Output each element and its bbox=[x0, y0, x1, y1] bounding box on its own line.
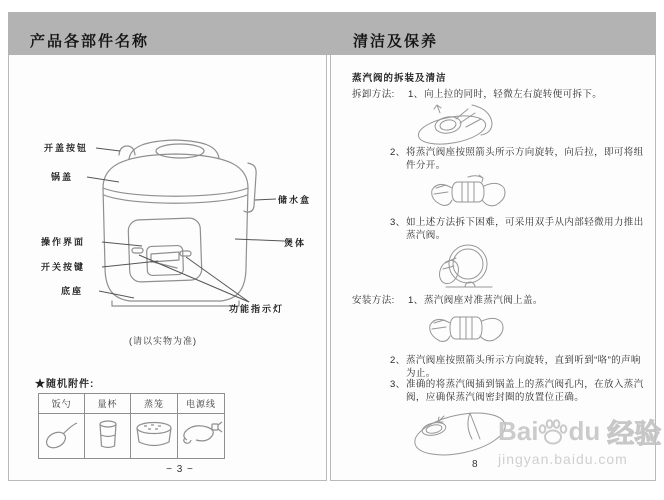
right-page-title: 清洁及保养 bbox=[353, 33, 439, 50]
part-label-power-switch: 开关按键 bbox=[41, 262, 86, 272]
disassembly-label: 拆卸方法: bbox=[352, 89, 395, 100]
power-cord-icon bbox=[179, 416, 223, 452]
disassembly-step-3 bbox=[390, 217, 650, 242]
indicator-right bbox=[180, 251, 191, 256]
accessory-header-steamer: 蒸笼 bbox=[131, 394, 178, 414]
handle-grip bbox=[156, 144, 204, 158]
watermark-logo bbox=[498, 412, 661, 451]
part-label-open-lid-button: 开盖按钮 bbox=[44, 143, 89, 153]
watermark-url: jingyan.baidu.com bbox=[498, 451, 628, 467]
watermark bbox=[498, 412, 661, 467]
part-label-cooker-body: 煲体 bbox=[284, 238, 307, 248]
accessories-title: ★随机附件: bbox=[35, 379, 95, 390]
left-page-number: − 3 − bbox=[166, 464, 194, 475]
step-number: 3、 bbox=[390, 217, 406, 228]
part-label-pot-lid: 锅盖 bbox=[51, 172, 74, 182]
rice-cooker-diagram bbox=[8, 55, 327, 325]
rotate-valve-illustration bbox=[424, 174, 512, 214]
assembly-label: 安装方法: bbox=[352, 295, 395, 306]
section-title: 蒸汽阀的拆装及清洁 bbox=[352, 73, 447, 84]
step-number: 2、 bbox=[390, 355, 406, 366]
step-text: 将蒸汽阀座按照箭头所示方向旋转，向后拉，即可将组件分开。 bbox=[406, 147, 644, 171]
disassembly-step1-text: 向上拉的同时，轻微左右旋转便可拆下。 bbox=[424, 89, 603, 100]
assembly-step1-number: 1、 bbox=[408, 295, 424, 306]
watermark-suffix: 经验 bbox=[607, 419, 662, 449]
accessory-header-measuring-cup: 量杯 bbox=[85, 394, 131, 414]
leader-lines bbox=[87, 148, 284, 302]
part-label-control-panel: 操作界面 bbox=[41, 237, 86, 247]
pull-valve-illustration bbox=[410, 101, 505, 147]
accessories-icon-row bbox=[39, 414, 225, 459]
right-page-number: 8 bbox=[472, 459, 479, 470]
panel-shape bbox=[128, 218, 202, 282]
accessories-table bbox=[38, 393, 225, 459]
lid-dome bbox=[103, 154, 248, 188]
disassembly-step1-number: 1、 bbox=[408, 89, 424, 100]
assembly-step-3 bbox=[390, 379, 650, 404]
disassembly-step-2 bbox=[390, 147, 650, 172]
diagram-note: (请以实物为准) bbox=[129, 336, 197, 346]
accessory-header-power-cord: 电源线 bbox=[178, 394, 225, 414]
step-number: 3、 bbox=[390, 379, 406, 390]
step-text: 蒸汽阀座按照箭头所示方向旋转，直到听到“咯”的声响为止。 bbox=[406, 355, 641, 379]
disassembly-intro bbox=[352, 89, 652, 101]
watermark-brand-left: Bai bbox=[498, 416, 539, 446]
assembly-step-2 bbox=[390, 355, 650, 380]
accessory-header-rice-spoon: 饭勺 bbox=[39, 394, 85, 414]
part-label-indicator-light: 功能指示灯 bbox=[229, 304, 285, 314]
push-valve-illustration bbox=[426, 241, 498, 291]
base-shape bbox=[112, 301, 239, 306]
step-number: 2、 bbox=[390, 147, 406, 158]
assembly-intro bbox=[352, 295, 652, 307]
paw-icon bbox=[538, 418, 568, 446]
align-valve-illustration bbox=[420, 307, 512, 353]
watermark-brand-right: du bbox=[568, 416, 601, 446]
accessories-header-row bbox=[39, 394, 225, 414]
indicator-left bbox=[132, 248, 143, 253]
part-label-water-box: 储水盒 bbox=[278, 195, 312, 205]
measuring-cup-icon bbox=[88, 416, 128, 452]
step-text: 如上述方法拆下困难，可采用双手从内部轻微用力推出蒸汽阀。 bbox=[406, 217, 644, 241]
part-label-base: 底座 bbox=[61, 286, 84, 296]
step-text: 准确的将蒸汽阀插到锅盖上的蒸汽阀孔内，在放入蒸汽阀，应确保蒸汽阀密封圈的放置位正确。 bbox=[406, 379, 644, 403]
water-box-shape bbox=[244, 163, 256, 212]
rice-spoon-icon bbox=[42, 416, 82, 452]
left-page-title: 产品各部件名称 bbox=[30, 33, 150, 50]
assembly-step1-text: 蒸汽阀座对准蒸汽阀上盖。 bbox=[424, 295, 543, 306]
steamer-icon bbox=[132, 416, 176, 452]
